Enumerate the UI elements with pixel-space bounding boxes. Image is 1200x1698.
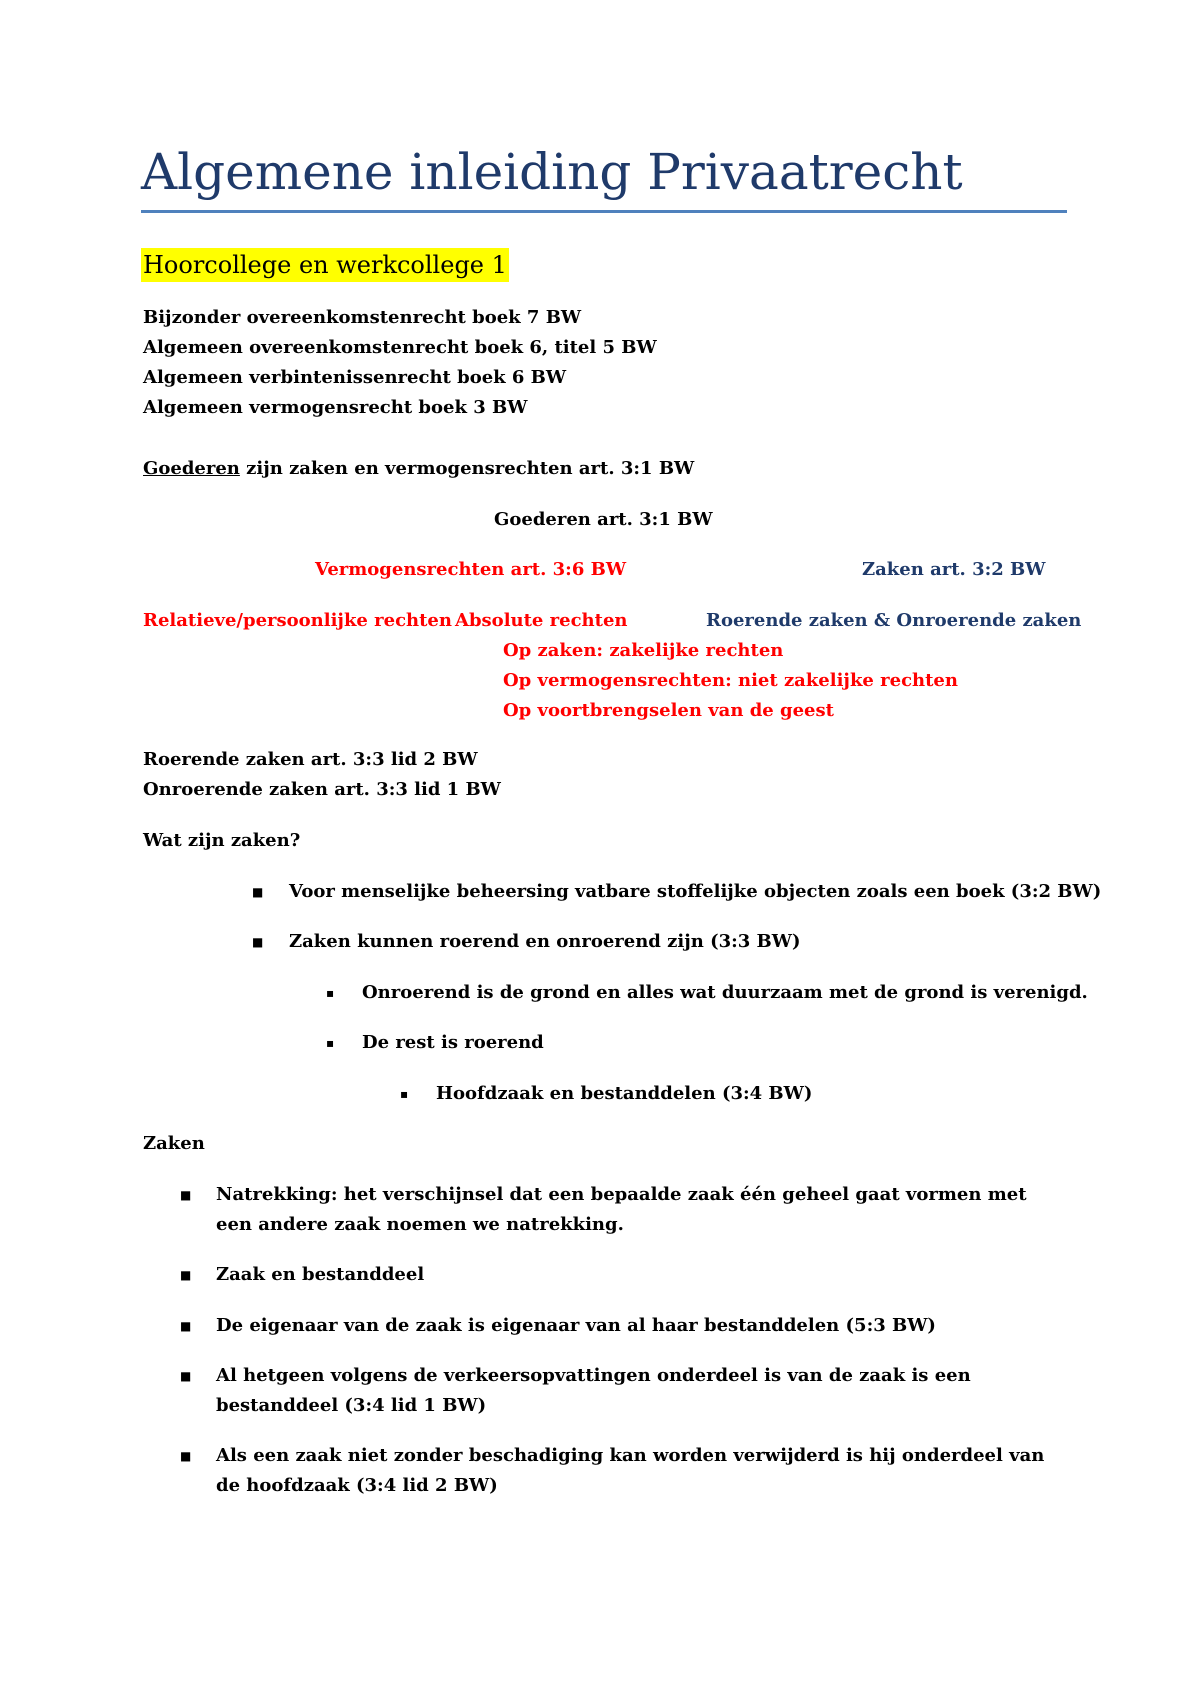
list-item: De eigenaar van de zaak is eigenaar van al haar bestanddelen (5:3 BW) <box>216 1315 936 1336</box>
list-item: Zaken kunnen roerend en onroerend zijn (3:3 BW) <box>289 931 801 952</box>
intro-line: Bijzonder overeenkomstenrecht boek 7 BW <box>143 307 582 328</box>
intro-line: Algemeen vermogensrecht boek 3 BW <box>143 397 528 418</box>
diagram-vermogensrechten: Vermogensrechten art. 3:6 BW <box>315 559 627 580</box>
goederen-term: Goederen <box>143 458 240 479</box>
intro-line: Algemeen overeenkomstenrecht boek 6, titel 5 BW <box>143 337 657 358</box>
diagram-absolute-rechten: Absolute rechten <box>455 610 628 631</box>
diagram-roerende-onroerende: Roerende zaken & Onroerende zaken <box>706 610 1082 631</box>
goederen-definition-text: zijn zaken en vermogensrechten art. 3:1 BW <box>239 458 695 479</box>
bullet-icon: ■ <box>180 1319 192 1333</box>
bullet-icon: ▪ <box>400 1087 409 1101</box>
list-item: Hoofdzaak en bestanddelen (3:4 BW) <box>436 1083 813 1104</box>
diagram-absolute-sub: Op vermogensrechten: niet zakelijke rechten <box>503 670 958 691</box>
diagram-root: Goederen art. 3:1 BW <box>494 509 713 530</box>
list-item: Al hetgeen volgens de verkeersopvattingen onderdeel is van de zaak is een bestanddeel (3:4 lid 1 BW) <box>216 1365 971 1416</box>
bullet-icon: ▪ <box>326 986 335 1000</box>
diagram-absolute-sub: Op zaken: zakelijke rechten <box>503 640 784 661</box>
diagram-absolute-sub: Op voortbrengselen van de geest <box>503 700 834 721</box>
diagram-zaken: Zaken art. 3:2 BW <box>862 559 1046 580</box>
bullet-icon: ■ <box>180 1449 192 1463</box>
list-item: De rest is roerend <box>362 1032 544 1053</box>
list-item: Zaak en bestanddeel <box>216 1264 425 1285</box>
diagram-relatieve-rechten: Relatieve/persoonlijke rechten <box>143 610 452 631</box>
goederen-definition <box>143 457 694 481</box>
intro-line: Algemeen verbintenissenrecht boek 6 BW <box>143 367 567 388</box>
title-divider <box>141 210 1067 213</box>
bullet-icon: ■ <box>252 935 264 949</box>
bullet-icon: ■ <box>252 885 264 899</box>
bullet-icon: ▪ <box>326 1036 335 1050</box>
list-item: Natrekking: het verschijnsel dat een bepaalde zaak één geheel gaat vormen met een andere zaak noemen we natrekking. <box>216 1184 1027 1235</box>
list-item: Voor menselijke beheersing vatbare stoffelijke objecten zoals een boek (3:2 BW) <box>289 881 1102 902</box>
section-heading: Zaken <box>143 1133 205 1154</box>
bullet-icon: ■ <box>180 1268 192 1282</box>
zaken-article: Roerende zaken art. 3:3 lid 2 BW <box>143 749 478 770</box>
zaken-article: Onroerende zaken art. 3:3 lid 1 BW <box>143 779 501 800</box>
list-item: Als een zaak niet zonder beschadiging kan worden verwijderd is hij onderdeel van de hoofdzaak (3:4 lid 2 BW) <box>216 1445 1045 1496</box>
section-heading: Wat zijn zaken? <box>143 830 301 851</box>
list-item: Onroerend is de grond en alles wat duurzaam met de grond is verenigd. <box>362 982 1088 1003</box>
section-heading-highlighted: Hoorcollege en werkcollege 1 <box>141 248 509 282</box>
bullet-icon: ■ <box>180 1369 192 1383</box>
bullet-icon: ■ <box>180 1188 192 1202</box>
page-title: Algemene inleiding Privaatrecht <box>141 143 963 201</box>
